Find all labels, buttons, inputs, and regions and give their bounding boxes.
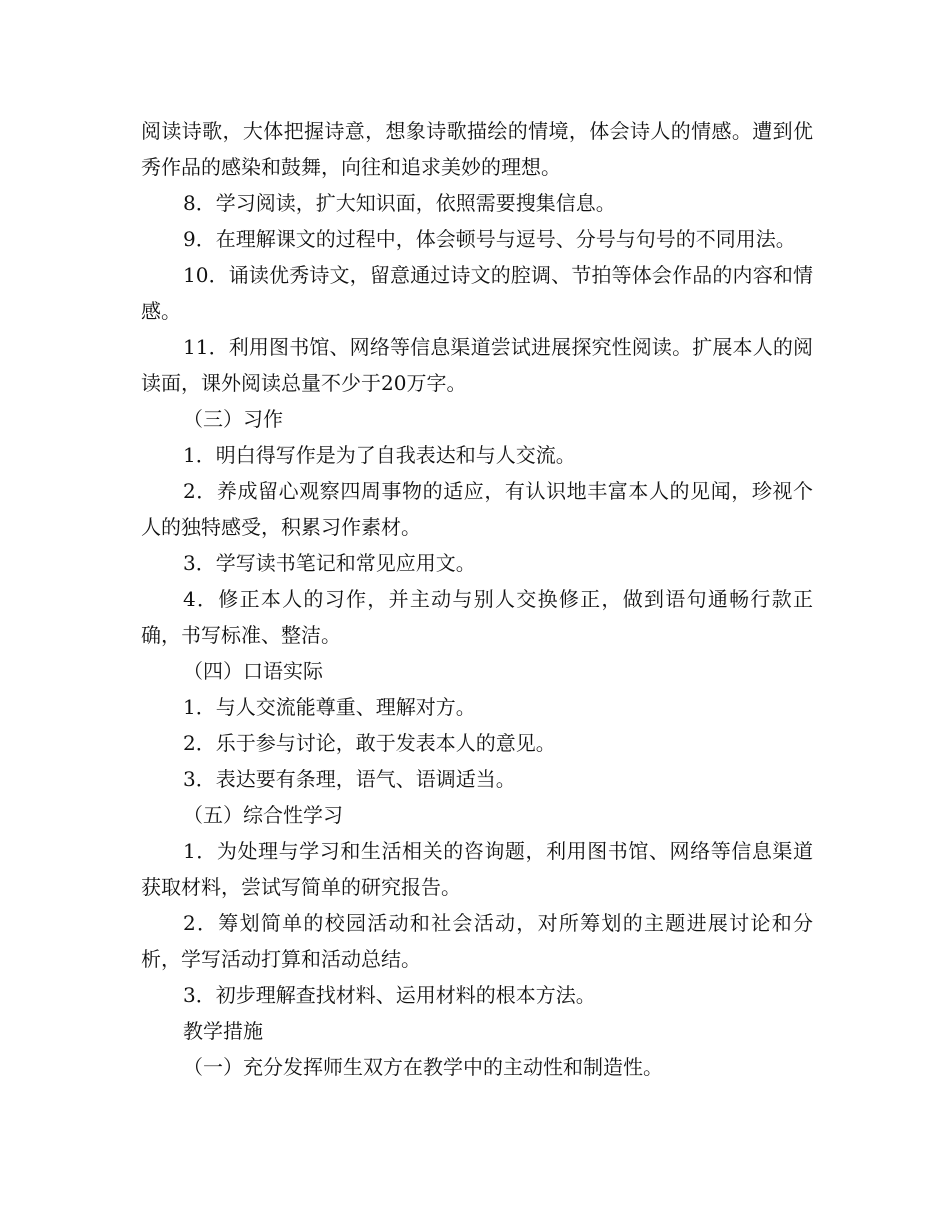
paragraph-oral-1: 1．与人交流能尊重、理解对方。 [183, 695, 476, 719]
paragraph-item-9: 9．在理解课文的过程中，体会顿号与逗号、分号与句号的不同用法。 [183, 227, 796, 251]
paragraph-writing-4: 4．修正本人的习作，并主动与别人交换修正，做到语句通畅行款正确，书写标准、整洁。 [141, 587, 813, 647]
paragraph-comprehensive-1: 1．为处理与学习和生活相关的咨询题，利用图书馆、网络等信息渠道获取材料，尝试写简单的研究报告。 [141, 839, 813, 899]
paragraph-item-11: 11．利用图书馆、网络等信息渠道尝试进展探究性阅读。扩展本人的阅读面，课外阅读总量不少于20万字。 [141, 335, 813, 395]
paragraph-measure-1: （一）充分发挥师生双方在教学中的主动性和制造性。 [183, 1055, 663, 1079]
section-heading-comprehensive: （五）综合性学习 [183, 803, 343, 827]
paragraph-comprehensive-2: 2．筹划简单的校园活动和社会活动，对所筹划的主题进展讨论和分析，学写活动打算和活动总结。 [141, 911, 813, 971]
paragraph-writing-1: 1．明白得写作是为了自我表达和与人交流。 [183, 443, 576, 467]
paragraph-oral-2: 2．乐于参与讨论，敢于发表本人的意见。 [183, 731, 556, 755]
section-heading-writing: （三）习作 [183, 407, 283, 431]
paragraph-reading-poetry: 阅读诗歌，大体把握诗意，想象诗歌描绘的情境，体会诗人的情感。遭到优秀作品的感染和鼓舞，向往和追求美妙的理想。 [141, 119, 813, 179]
section-heading-teaching-measures: 教学措施 [183, 1019, 263, 1043]
document-page [141, 113, 813, 1085]
section-heading-oral: （四）口语实际 [183, 659, 323, 683]
paragraph-writing-3: 3．学写读书笔记和常见应用文。 [183, 551, 476, 575]
paragraph-writing-2: 2．养成留心观察四周事物的适应，有认识地丰富本人的见闻，珍视个人的独特感受，积累习作素材。 [141, 479, 813, 539]
paragraph-item-10: 10．诵读优秀诗文，留意通过诗文的腔调、节拍等体会作品的内容和情感。 [141, 263, 813, 323]
paragraph-oral-3: 3．表达要有条理，语气、语调适当。 [183, 767, 516, 791]
paragraph-item-8: 8．学习阅读，扩大知识面，依照需要搜集信息。 [183, 191, 616, 215]
paragraph-comprehensive-3: 3．初步理解查找材料、运用材料的根本方法。 [183, 983, 596, 1007]
